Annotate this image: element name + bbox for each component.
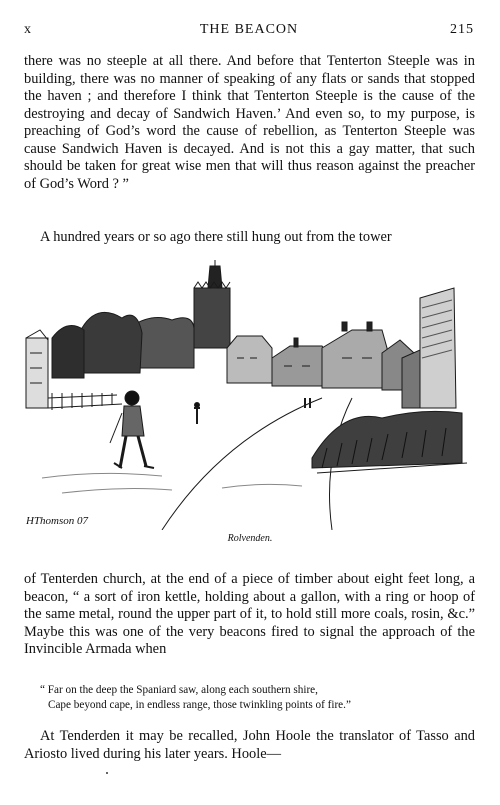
chapter-title: THE BEACON — [199, 22, 299, 37]
artist-signature: HThomson 07 — [26, 515, 89, 527]
verse-quotation — [40, 683, 480, 713]
verse-line-1: “ Far on the deep the Spaniard saw, along each southern shire, — [40, 684, 318, 696]
paragraph-quotation: there was no steeple at all there. And before that Tenterton Steeple was in building, there was no manner of speaking of any flats or sands that stopped the haven ; and therefore I think that Tenterton Steeple is the cause of the destroying and decay of Sandwich Haven.’ And even so, to my purpose, is preaching of God’s word the cause of rebellion, as Tenterton Steeple was cause Sandwich Haven is decayed. And is not this a gay matter, that such should be taken for great wise men that will thus reason against the preacher of God’s Word ? ” — [24, 53, 475, 192]
ink-speck — [106, 772, 108, 774]
paragraph-tower-intro: A hundred years or so ago there still hung out from the tower — [40, 229, 392, 245]
page-number: 215 — [450, 22, 474, 37]
paragraph-hoole: At Tenderden it may be recalled, John Hoole the translator of Tasso and Ariosto lived during his later years. Hoole— — [24, 728, 475, 762]
figure-caption: Rolvenden. — [227, 533, 273, 544]
illustration-rolvenden — [22, 258, 478, 530]
verse-line-2: Cape beyond cape, in endless range, those twinkling points of fire.” — [48, 699, 351, 711]
running-head — [24, 22, 474, 42]
section-marker: x — [24, 22, 32, 37]
paragraph-beacon: of Tenterden church, at the end of a piece of timber about eight feet long, a beacon, “ a sort of iron kettle, holding about a gallon, with a ring or hoop of the same metal, round the upper part of it, to hold still more coals, rosin, &c.” Maybe this was one of the very beacons fired to signal the approach of the Invincible Armada when — [24, 571, 475, 657]
